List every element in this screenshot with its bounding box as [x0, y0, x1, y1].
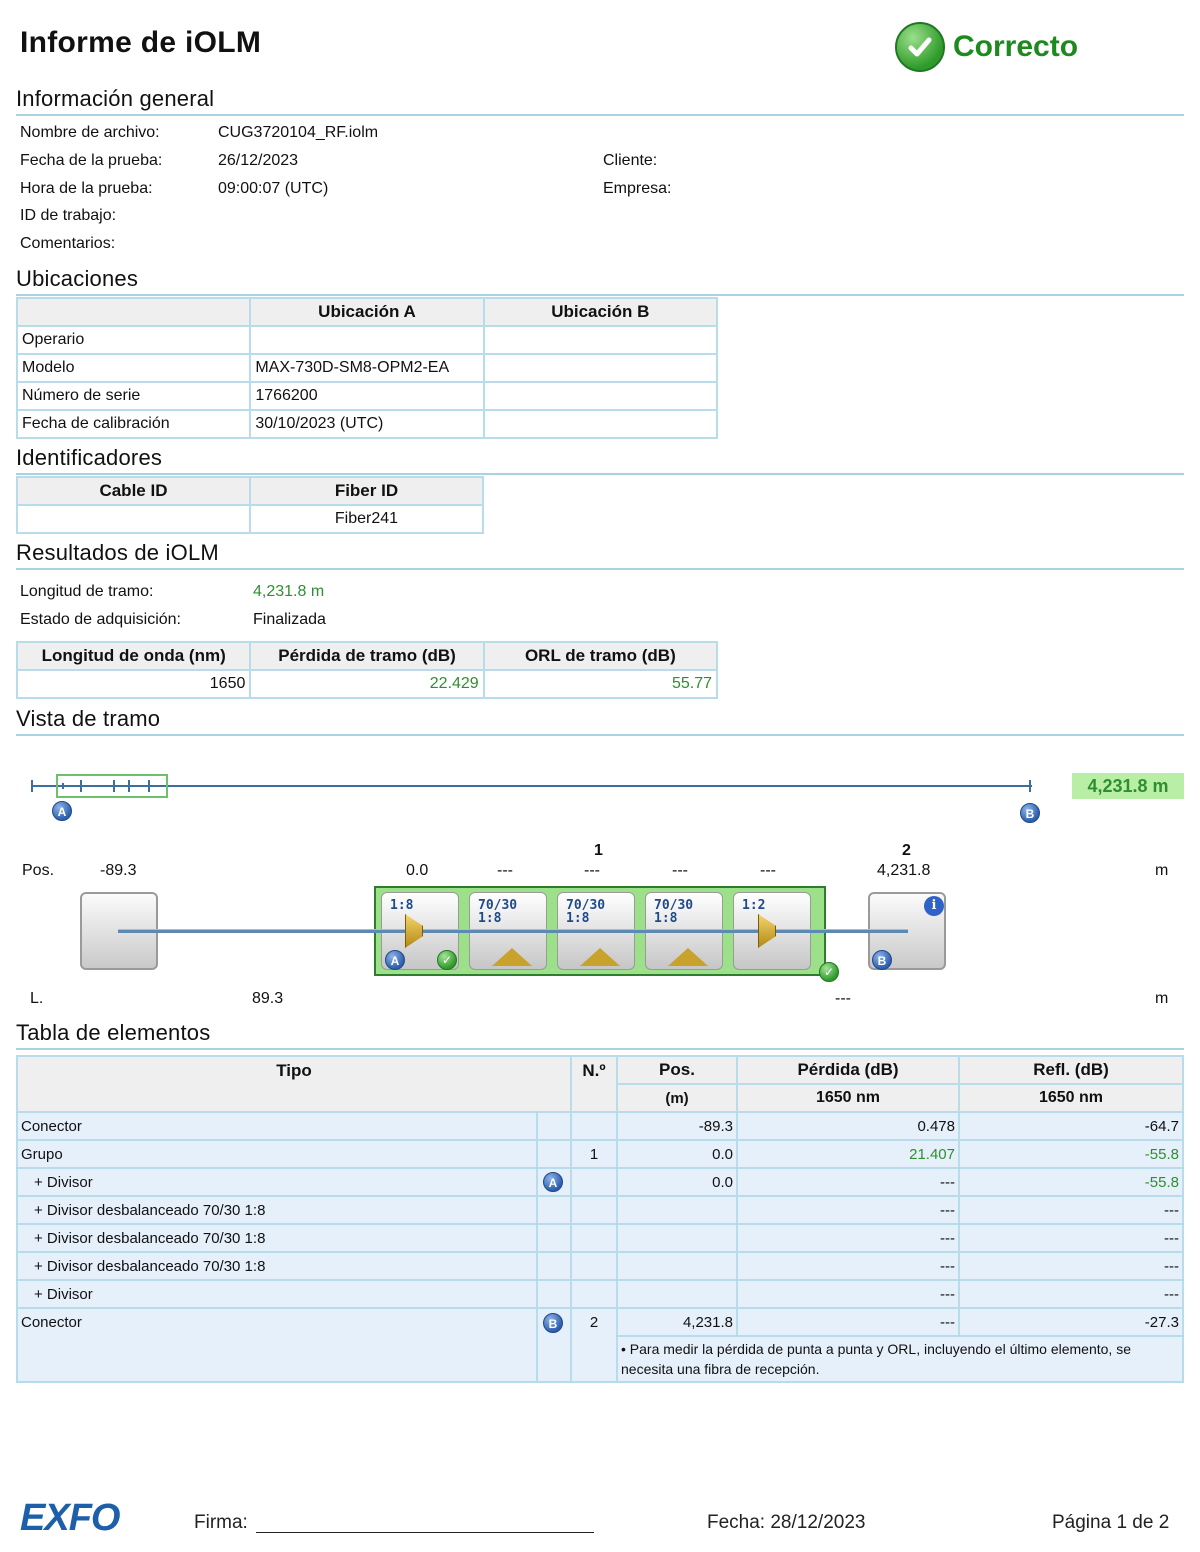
cell-pos: -89.3 [617, 1112, 737, 1140]
table-row [17, 1252, 1183, 1280]
signature-label: Firma: [194, 1512, 248, 1533]
cell-refl: --- [959, 1196, 1183, 1224]
cell-num [571, 1280, 617, 1308]
cell-badge [537, 1168, 571, 1196]
span-orl-value: 55.77 [484, 670, 717, 698]
cell-loss: --- [737, 1196, 959, 1224]
pos-value: --- [497, 862, 513, 879]
cell-num: 2 [571, 1308, 617, 1382]
field-label: Cliente: [603, 152, 658, 169]
cell-badge [537, 1252, 571, 1280]
status-label: Correcto [953, 30, 1079, 63]
total-length-badge: 4,231.8 m [1072, 773, 1184, 799]
table-row [17, 1196, 1183, 1224]
comp-label: 1:8 [390, 898, 414, 913]
identifiers-table [16, 476, 484, 534]
header-wavelength: Longitud de onda (nm) [17, 642, 250, 670]
pass-check-icon: ✓ [819, 962, 839, 982]
pos-value: --- [584, 862, 600, 879]
row-label: Operario [17, 326, 250, 354]
ruler-tick [31, 780, 33, 792]
table-row [17, 1224, 1183, 1252]
pos-value: --- [760, 862, 776, 879]
cell-pos: 0.0 [617, 1140, 737, 1168]
field-label: Comentarios: [20, 235, 116, 252]
section-elements: Tabla de elementos [16, 1020, 1184, 1050]
results-table [16, 641, 718, 699]
cell-badge [537, 1224, 571, 1252]
cell-num [571, 1112, 617, 1140]
cell-badge [537, 1308, 571, 1382]
field-label: Hora de la prueba: [20, 180, 153, 197]
unbalanced-splitter-icon [580, 948, 620, 966]
header-num: N.º [571, 1056, 617, 1112]
span-ruler [32, 785, 1032, 787]
location-a-icon: A [385, 950, 405, 970]
cell-a: MAX-730D-SM8-OPM2-EA [250, 354, 483, 382]
cell-a: 30/10/2023 (UTC) [250, 410, 483, 438]
header-location-a: Ubicación A [250, 298, 483, 326]
unbalanced-splitter-icon [668, 948, 708, 966]
length-value: --- [835, 990, 851, 1007]
fiber-id-value: Fiber241 [250, 505, 483, 533]
cell-pos [617, 1280, 737, 1308]
cell-b [484, 382, 717, 410]
length-value: 4,231.8 m [253, 583, 325, 600]
field-value: 09:00:07 (UTC) [218, 180, 329, 197]
header-blank [17, 298, 250, 326]
elements-table [16, 1055, 1184, 1383]
cell-refl: --- [959, 1224, 1183, 1252]
header-refl-wavelength: 1650 nm [959, 1084, 1183, 1112]
table-row [17, 410, 717, 438]
header-loss: Pérdida (dB) [737, 1056, 959, 1084]
length-unit: m [1155, 990, 1169, 1007]
section-general: Información general [16, 86, 1184, 116]
comp-label: 70/30 1:8 [566, 898, 606, 926]
location-b-icon: B [872, 950, 892, 970]
locations-table [16, 297, 718, 439]
table-row [17, 670, 717, 698]
cell-tipo: + Divisor desbalanceado 70/30 1:8 [17, 1224, 537, 1252]
signature-line [256, 1532, 594, 1533]
cell-num [571, 1168, 617, 1196]
section-results: Resultados de iOLM [16, 540, 1184, 570]
info-icon[interactable]: i [924, 896, 944, 916]
cell-pos [617, 1252, 737, 1280]
comp-label: 70/30 1:8 [478, 898, 518, 926]
header-cable-id: Cable ID [17, 477, 250, 505]
header-span-loss: Pérdida de tramo (dB) [250, 642, 483, 670]
row-label: Fecha de calibración [17, 410, 250, 438]
cell-a [250, 326, 483, 354]
state-label: Estado de adquisición: [20, 611, 181, 628]
cell-tipo: + Divisor [17, 1280, 537, 1308]
report-title: Informe de iOLM [20, 26, 262, 59]
event-number: 1 [594, 842, 603, 859]
header-location-b: Ubicación B [484, 298, 717, 326]
cell-num [571, 1224, 617, 1252]
row-label: Número de serie [17, 382, 250, 410]
field-label: Nombre de archivo: [20, 124, 160, 141]
cell-a: 1766200 [250, 382, 483, 410]
wavelength-value: 1650 [17, 670, 250, 698]
table-row [17, 1308, 1183, 1336]
cell-loss: --- [737, 1168, 959, 1196]
location-b-icon: B [543, 1313, 563, 1333]
cell-b [484, 410, 717, 438]
field-value: CUG3720104_RF.iolm [218, 124, 379, 141]
event-number: 2 [902, 842, 911, 859]
section-locations: Ubicaciones [16, 266, 1184, 296]
cell-b [484, 326, 717, 354]
pos-value: 0.0 [406, 862, 429, 879]
field-value: 26/12/2023 [218, 152, 299, 169]
cell-pos: 0.0 [617, 1168, 737, 1196]
cell-tipo: + Divisor [17, 1168, 537, 1196]
cell-pos [617, 1224, 737, 1252]
span-loss-value: 22.429 [250, 670, 483, 698]
cell-badge [537, 1112, 571, 1140]
field-label: ID de trabajo: [20, 207, 117, 224]
pos-row-label: Pos. [22, 862, 55, 879]
length-row-label: L. [30, 990, 44, 1007]
pos-value: 4,231.8 [877, 862, 931, 879]
table-row [17, 326, 717, 354]
cell-loss: --- [737, 1308, 959, 1336]
table-row [17, 1112, 1183, 1140]
cell-tipo: Grupo [17, 1140, 537, 1168]
cell-badge [537, 1280, 571, 1308]
state-value: Finalizada [253, 611, 326, 628]
pos-value: --- [672, 862, 688, 879]
length-value: 89.3 [252, 990, 284, 1007]
pass-check-icon [895, 22, 945, 72]
cell-loss: --- [737, 1224, 959, 1252]
cell-pos: 4,231.8 [617, 1308, 737, 1336]
cell-loss: 0.478 [737, 1112, 959, 1140]
cell-tipo: Conector [17, 1308, 537, 1382]
location-a-marker: A [52, 801, 72, 821]
cell-refl: -55.8 [959, 1168, 1183, 1196]
header-pos-unit: (m) [617, 1084, 737, 1112]
cell-pos [617, 1196, 737, 1224]
table-row [17, 505, 483, 533]
table-row [17, 354, 717, 382]
fiber-line [118, 929, 908, 933]
cell-tipo: Conector [17, 1112, 537, 1140]
cell-num [571, 1196, 617, 1224]
section-identifiers: Identificadores [16, 445, 1184, 475]
comp-label: 1:2 [742, 898, 766, 913]
cell-loss: --- [737, 1280, 959, 1308]
page-number: Página 1 de 2 [1052, 1512, 1170, 1533]
cell-loss: 21.407 [737, 1140, 959, 1168]
pos-unit: m [1155, 862, 1169, 879]
cell-badge [537, 1140, 571, 1168]
section-span-view: Vista de tramo [16, 706, 1184, 736]
row-label: Modelo [17, 354, 250, 382]
pass-check-icon: ✓ [437, 950, 457, 970]
status-indicator [895, 22, 1078, 72]
table-row [17, 1140, 1183, 1168]
table-row [17, 1168, 1183, 1196]
header-tipo: Tipo [17, 1056, 571, 1112]
comp-label: 70/30 1:8 [654, 898, 694, 926]
zoom-window[interactable] [56, 774, 168, 798]
cell-refl: -27.3 [959, 1308, 1183, 1336]
location-a-icon: A [543, 1172, 563, 1192]
cell-num: 1 [571, 1140, 617, 1168]
cell-num [571, 1252, 617, 1280]
exfo-logo: EXFO [20, 1497, 120, 1539]
cell-refl: --- [959, 1280, 1183, 1308]
header-span-orl: ORL de tramo (dB) [484, 642, 717, 670]
footer-date: Fecha: 28/12/2023 [707, 1512, 866, 1533]
cell-b [484, 354, 717, 382]
ruler-tick [1029, 780, 1031, 792]
table-row [17, 1280, 1183, 1308]
location-b-marker: B [1020, 803, 1040, 823]
table-row [17, 382, 717, 410]
field-label: Empresa: [603, 180, 672, 197]
cell-loss: --- [737, 1252, 959, 1280]
length-label: Longitud de tramo: [20, 583, 154, 600]
header-pos: Pos. [617, 1056, 737, 1084]
cell-badge [537, 1196, 571, 1224]
cell-refl: -64.7 [959, 1112, 1183, 1140]
cell-tipo: + Divisor desbalanceado 70/30 1:8 [17, 1252, 537, 1280]
field-label: Fecha de la prueba: [20, 152, 163, 169]
pos-value: -89.3 [100, 862, 137, 879]
cell-refl: -55.8 [959, 1140, 1183, 1168]
receive-fiber-note: • Para medir la pérdida de punta a punta y ORL, incluyendo el último elemento, se necesita una fibra de recepción. [617, 1336, 1183, 1382]
header-loss-wavelength: 1650 nm [737, 1084, 959, 1112]
header-fiber-id: Fiber ID [250, 477, 483, 505]
cell-tipo: + Divisor desbalanceado 70/30 1:8 [17, 1196, 537, 1224]
cable-id-value [17, 505, 250, 533]
cell-refl: --- [959, 1252, 1183, 1280]
header-refl: Refl. (dB) [959, 1056, 1183, 1084]
unbalanced-splitter-icon [492, 948, 532, 966]
